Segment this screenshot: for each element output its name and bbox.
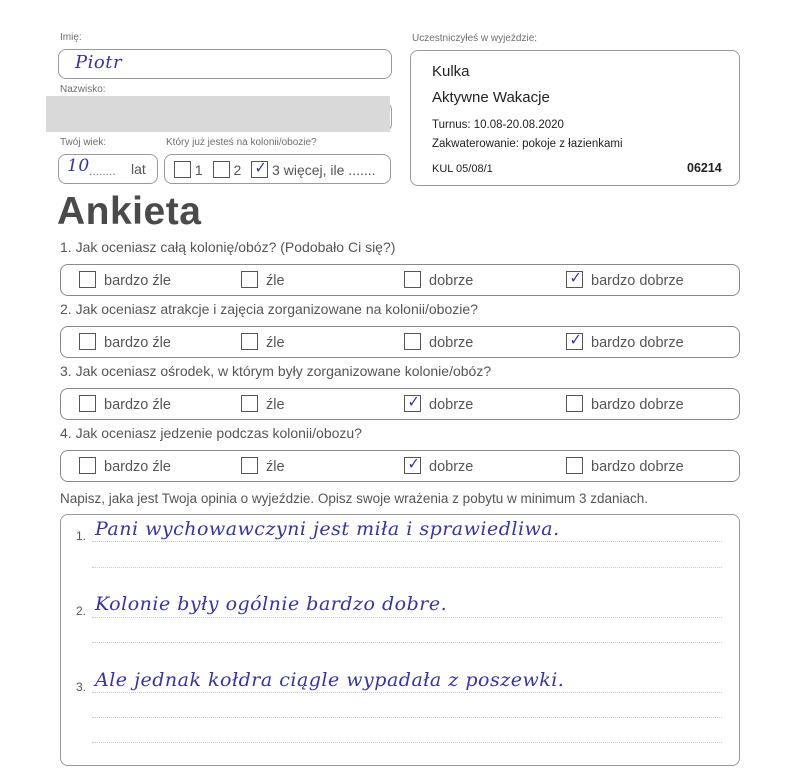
question-3: 3. Jak oceniasz ośrodek, w którym były zorganizowane kolonie/obóz?	[60, 363, 492, 379]
age-field[interactable]	[58, 154, 158, 184]
turnus-value: 10.08-20.08.2020	[473, 119, 564, 131]
q2-checkbox-dobrze[interactable]	[404, 333, 421, 350]
answer-text-2: Kolonie były ogólnie bardzo dobre.	[95, 593, 448, 615]
answer-line	[92, 567, 722, 568]
q2-checkbox-zle[interactable]	[241, 333, 258, 350]
q2-option-label: bardzo dobrze	[591, 335, 684, 351]
checkmark-icon: ✓	[569, 268, 582, 287]
answer-number-1: 1.	[76, 529, 87, 543]
age-label: Twój wiek:	[60, 137, 107, 148]
q4-checkbox-bardzo-zle[interactable]	[79, 457, 96, 474]
trip-code: KUL 05/08/1	[432, 163, 493, 175]
question-2: 2. Jak oceniasz atrakcje i zajęcia zorganizowane na kolonii/obozie?	[60, 301, 478, 317]
q2-option-label: dobrze	[429, 335, 474, 351]
times-option-3: 3 więcej, ile .......	[272, 162, 376, 178]
q1-option-label: bardzo dobrze	[591, 273, 684, 289]
age-unit: lat	[131, 161, 146, 177]
answer-line	[92, 541, 722, 542]
accommodation-value: pokoje z łazienkami	[522, 138, 623, 150]
times-checkbox-3[interactable]	[251, 158, 268, 178]
answer-line	[92, 617, 722, 618]
name-value: Piotr	[75, 52, 123, 73]
q3-checkbox-bardzo-zle[interactable]	[79, 395, 96, 412]
answer-text-3: Ale jednak kołdra ciągle wypadała z poszewki.	[95, 669, 565, 691]
q3-checkbox-dobrze[interactable]	[404, 392, 421, 412]
q1-checkbox-bardzo-dobrze[interactable]	[566, 268, 583, 288]
q4-option-label: bardzo źle	[104, 459, 171, 475]
age-dots: ........	[89, 164, 116, 178]
rating-row-4	[60, 450, 740, 482]
q2-option-label: źle	[266, 335, 285, 351]
q2-checkbox-bardzo-zle[interactable]	[79, 333, 96, 350]
q1-option-label: dobrze	[429, 273, 474, 289]
age-value: 10	[67, 156, 90, 176]
q2-option-label: bardzo źle	[104, 335, 171, 351]
turnus-label: Turnus:	[432, 119, 471, 131]
answer-line	[92, 742, 722, 743]
surname-label: Nazwisko:	[60, 84, 106, 95]
opinion-prompt: Napisz, jaka jest Twoja opinia o wyjeździe. Opisz swoje wrażenia z pobytu w minimum 3 zdaniach.	[60, 491, 649, 506]
answer-line	[92, 642, 722, 643]
answer-number-3: 3.	[76, 680, 87, 694]
name-field[interactable]	[58, 49, 392, 79]
q3-option-label: źle	[266, 397, 285, 413]
trip-number: 06214	[687, 161, 722, 175]
times-checkbox-2[interactable]	[213, 161, 230, 178]
q1-checkbox-bardzo-zle[interactable]	[79, 271, 96, 288]
checkmark-icon: ✓	[407, 392, 420, 411]
answer-line	[92, 692, 722, 693]
q4-option-label: dobrze	[429, 459, 474, 475]
trip-name: Kulka	[432, 63, 470, 80]
question-4: 4. Jak oceniasz jedzenie podczas kolonii/obozu?	[60, 425, 362, 441]
q4-option-label: bardzo dobrze	[591, 459, 684, 475]
opinion-textarea[interactable]	[60, 514, 740, 766]
times-option-2: 2	[233, 162, 242, 178]
times-label: Który już jesteś na kolonii/obozie?	[166, 137, 317, 148]
q3-option-label: dobrze	[429, 397, 474, 413]
q4-checkbox-dobrze[interactable]	[404, 454, 421, 474]
checkmark-icon: ✓	[569, 330, 582, 349]
times-field	[164, 154, 391, 184]
answer-line	[92, 717, 722, 718]
q3-checkbox-zle[interactable]	[241, 395, 258, 412]
trip-label: Uczestniczyłeś w wyjeździe:	[412, 33, 538, 44]
redaction-block	[46, 96, 390, 132]
answer-number-2: 2.	[76, 604, 87, 618]
rating-row-3	[60, 388, 740, 420]
q2-checkbox-bardzo-dobrze[interactable]	[566, 330, 583, 350]
q1-option-label: bardzo źle	[104, 273, 171, 289]
answer-text-1: Pani wychowawczyni jest miła i sprawiedliwa.	[95, 518, 560, 540]
q1-checkbox-dobrze[interactable]	[404, 271, 421, 288]
times-option-1: 1	[194, 162, 203, 178]
page-title: Ankieta	[57, 190, 202, 233]
q3-option-label: bardzo źle	[104, 397, 171, 413]
q1-checkbox-zle[interactable]	[241, 271, 258, 288]
q1-option-label: źle	[266, 273, 285, 289]
q4-option-label: źle	[266, 459, 285, 475]
q4-checkbox-zle[interactable]	[241, 457, 258, 474]
trip-subtitle: Aktywne Wakacje	[432, 89, 550, 106]
checkmark-icon: ✓	[407, 454, 420, 473]
rating-row-2	[60, 326, 740, 358]
q3-option-label: bardzo dobrze	[591, 397, 684, 413]
q3-checkbox-bardzo-dobrze[interactable]	[566, 395, 583, 412]
checkmark-icon: ✓	[254, 158, 267, 177]
accommodation-label: Zakwaterowanie:	[432, 138, 519, 150]
trip-info-box	[410, 50, 740, 186]
question-1: 1. Jak oceniasz całą kolonię/obóz? (Podobało Ci się?)	[60, 239, 396, 255]
times-checkbox-1[interactable]	[174, 161, 191, 178]
rating-row-1	[60, 264, 740, 296]
name-label: Imię:	[60, 32, 82, 43]
q4-checkbox-bardzo-dobrze[interactable]	[566, 457, 583, 474]
